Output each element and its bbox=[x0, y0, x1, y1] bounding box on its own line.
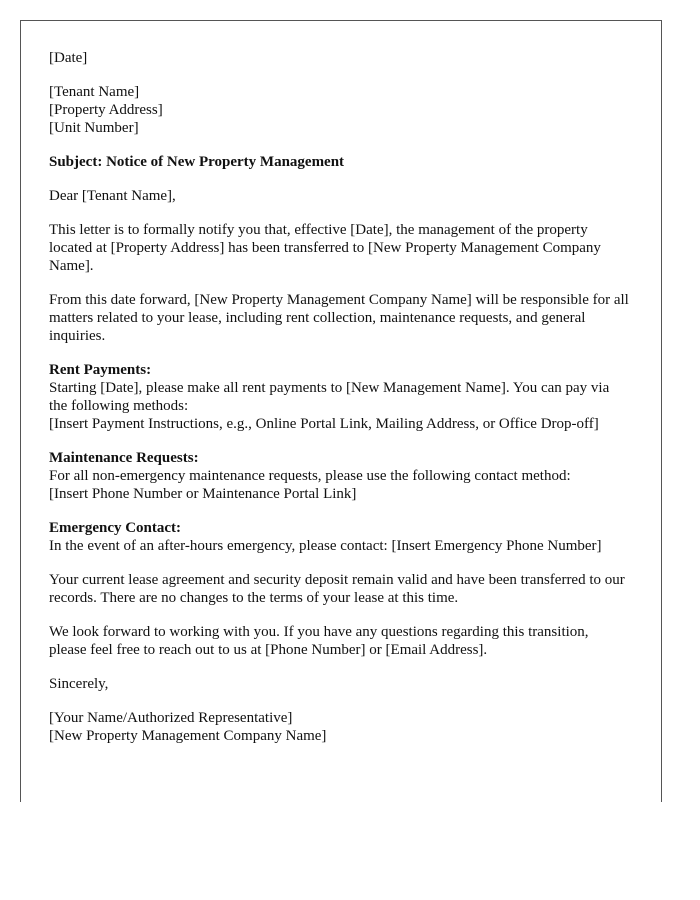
subject-line: Subject: Notice of New Property Management bbox=[49, 154, 345, 170]
signer-name: [Your Name/Authorized Representative] bbox=[49, 710, 293, 726]
rent-instructions: [Insert Payment Instructions, e.g., Online Portal Link, Mailing Address, or Office Drop-off] bbox=[49, 416, 599, 432]
salutation: Dear [Tenant Name], bbox=[49, 188, 176, 204]
company-name: [New Property Management Company Name] bbox=[49, 728, 327, 744]
rent-section bbox=[49, 361, 629, 433]
paragraph-contact: We look forward to working with you. If you have any questions regarding this transition, please feel free to reach out to us at [Phone Number] or [Email Address]. bbox=[49, 624, 589, 658]
emergency-text: In the event of an after-hours emergency, please contact: [Insert Emergency Phone Number] bbox=[49, 538, 602, 554]
rent-text: Starting [Date], please make all rent payments to [New Management Name]. You can pay via the following methods: bbox=[49, 380, 610, 414]
property-address: [Property Address] bbox=[49, 102, 163, 118]
paragraph-lease: Your current lease agreement and security deposit remain valid and have been transferred to our records. There are no changes to the terms of your lease at this time. bbox=[49, 572, 625, 606]
letter-page bbox=[20, 20, 662, 802]
closing: Sincerely, bbox=[49, 676, 109, 692]
unit-number: [Unit Number] bbox=[49, 120, 139, 136]
recipient-block bbox=[49, 83, 629, 137]
letter-date: [Date] bbox=[49, 50, 88, 66]
signature-block bbox=[49, 709, 629, 745]
paragraph-responsibility: From this date forward, [New Property Management Company Name] will be responsible for all matters related to your lease, including rent collection, maintenance requests, and general inquiries. bbox=[49, 292, 629, 344]
maintenance-contact: [Insert Phone Number or Maintenance Portal Link] bbox=[49, 486, 357, 502]
maintenance-text: For all non-emergency maintenance requests, please use the following contact method: bbox=[49, 468, 571, 484]
emergency-heading: Emergency Contact: bbox=[49, 520, 182, 536]
emergency-section bbox=[49, 519, 629, 555]
maintenance-heading: Maintenance Requests: bbox=[49, 450, 199, 466]
maintenance-section bbox=[49, 449, 629, 503]
paragraph-notice: This letter is to formally notify you that, effective [Date], the management of the property located at [Property Address] has been transferred to [New Property Management Company Name]. bbox=[49, 222, 601, 274]
rent-heading: Rent Payments: bbox=[49, 362, 152, 378]
tenant-name: [Tenant Name] bbox=[49, 84, 140, 100]
